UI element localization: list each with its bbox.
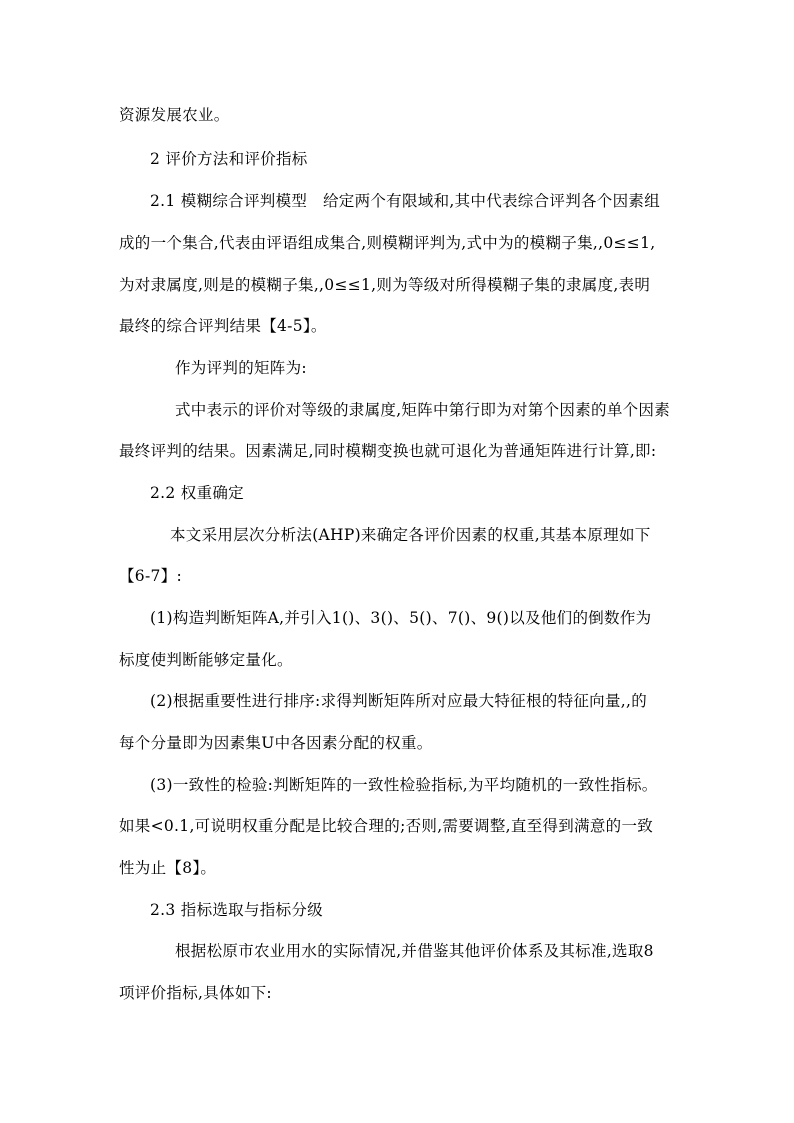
- paragraph-line: 资源发展农业。: [119, 106, 230, 124]
- paragraph-line: (3)一致性的检验:判断矩阵的一致性检验指标,为平均随机的一致性指标。: [150, 776, 658, 794]
- subsection-heading: 2.3 指标选取与指标分级: [150, 901, 323, 919]
- paragraph-line: (1)构造判断矩阵A,并引入1()、3()、5()、7()、9()以及他们的倒数作为: [150, 609, 652, 627]
- paragraph-line: 项评价指标,具体如下:: [119, 984, 272, 1002]
- paragraph-line: 【6-7】:: [119, 567, 182, 585]
- paragraph-line: 式中表示的评价对等级的隶属度,矩阵中第行即为对第个因素的单个因素: [175, 401, 671, 419]
- paragraph-line: 作为评判的矩阵为:: [175, 359, 307, 377]
- paragraph-line: 每个分量即为因素集U中各因素分配的权重。: [119, 734, 433, 752]
- paragraph-line: 如果<0.1,可说明权重分配是比较合理的;否则,需要调整,直至得到满意的一致: [119, 817, 654, 835]
- paragraph-line: 本文采用层次分析法(AHP)来确定各评价因素的权重,其基本原理如下: [170, 526, 651, 544]
- paragraph-line: 最终评判的结果。因素满足,同时模糊变换也就可退化为普通矩阵进行计算,即:: [119, 442, 657, 460]
- subsection-heading: 2.2 权重确定: [150, 484, 244, 502]
- paragraph-line: 2.1 模糊综合评判模型 给定两个有限域和,其中代表综合评判各个因素组: [150, 192, 661, 210]
- paragraph-line: 根据松原市农业用水的实际情况,并借鉴其他评价体系及其标准,选取8: [175, 942, 654, 960]
- section-heading: 2 评价方法和评价指标: [150, 150, 308, 168]
- paragraph-line: 最终的综合评判结果【4-5】。: [119, 317, 327, 335]
- paragraph-line: (2)根据重要性进行排序:求得判断矩阵所对应最大特征根的特征向量,,的: [150, 692, 648, 710]
- paragraph-line: 性为止【8】。: [119, 859, 217, 877]
- paragraph-line: 为对隶属度,则是的模糊子集,,0≤≤1,则为等级对所得模糊子集的隶属度,表明: [119, 276, 651, 294]
- paragraph-line: 成的一个集合,代表由评语组成集合,则模糊评判为,式中为的模糊子集,,0≤≤1,: [119, 234, 656, 252]
- paragraph-line: 标度使判断能够定量化。: [119, 651, 293, 669]
